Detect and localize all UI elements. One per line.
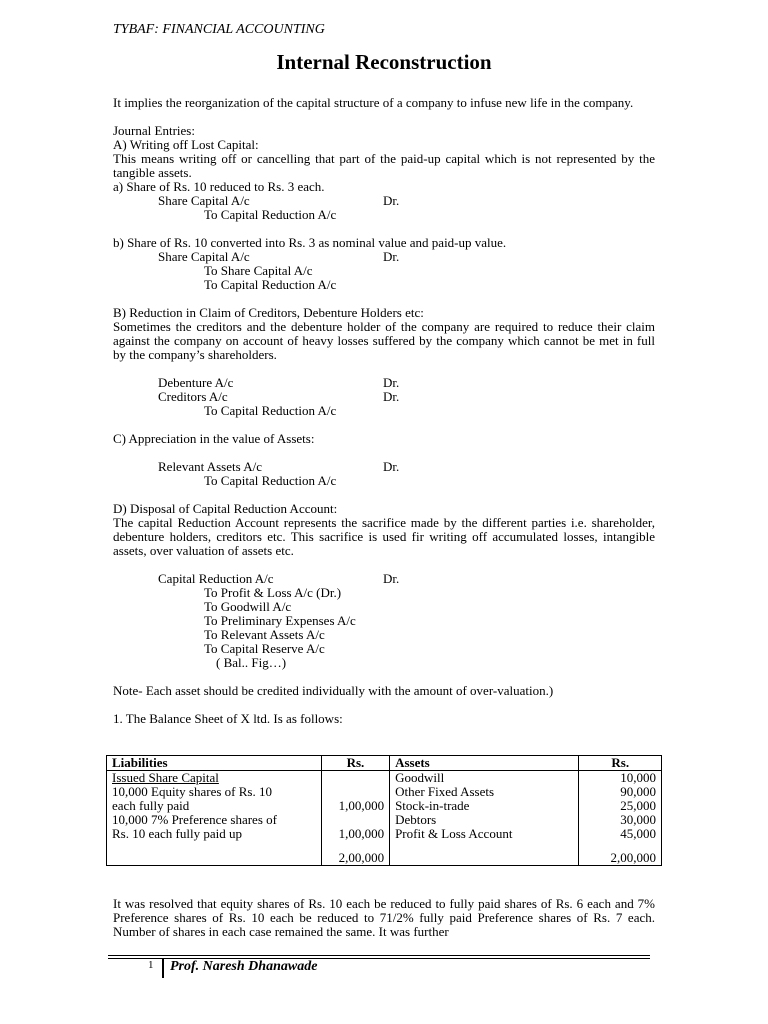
page-title: Internal Reconstruction — [276, 50, 492, 74]
balance-sheet-table — [106, 755, 662, 866]
section-c-heading: C) Appreciation in the value of Assets: — [113, 431, 315, 446]
col-header: Liabilities — [107, 756, 322, 771]
section-a-heading: A) Writing off Lost Capital: — [113, 137, 259, 152]
journal-row: ( Bal.. Fig…) — [216, 655, 287, 670]
journal-row: To Goodwill A/c — [204, 599, 292, 614]
intro-paragraph: It implies the reorganization of the capital structure of a company to infuse new life in the company. — [113, 95, 634, 110]
footer-divider — [162, 958, 164, 978]
section-a-case-a: a) Share of Rs. 10 reduced to Rs. 3 each. — [113, 179, 325, 194]
journal-row: Share Capital A/c Dr. — [158, 193, 400, 208]
table-row: Issued Share Capital Goodwill 10,000 — [107, 771, 662, 786]
section-a-case-b: b) Share of Rs. 10 converted into Rs. 3 as nominal value and paid-up value. — [113, 235, 507, 250]
col-header: Rs. — [321, 756, 389, 771]
table-row: each fully paid 1,00,000 Stock-in-trade 25,000 — [107, 799, 662, 813]
section-a-desc: This means writing off or cancelling that part of the paid-up capital which is not represented by the tangible assets. — [113, 151, 655, 180]
journal-row: To Profit & Loss A/c (Dr.) — [204, 585, 342, 600]
table-row: 10,000 7% Preference shares of Debtors 30,000 — [107, 813, 662, 827]
table-total-row — [107, 851, 662, 866]
journal-row: To Capital Reduction A/c — [204, 277, 337, 292]
running-header: TYBAF: FINANCIAL ACCOUNTING — [113, 22, 325, 37]
document-body — [113, 96, 655, 726]
question-continuation: It was resolved that equity shares of Rs. 10 each be reduced to fully paid shares of Rs. 6 each and 7% Preference shares of Rs. 10 each be reduced to 71/2% fully paid Preference shares of Rs. 7 each. Number of shares in each case remained the same. It was further — [113, 896, 655, 939]
journal-row: Debenture A/c Dr. — [158, 375, 400, 390]
section-d-desc: The capital Reduction Account represents the sacrifice made by the different parties i.e. shareholder, debenture holders, creditors etc. This sacrifice is used fir writing off accumulated losses, intangible assets, over valuation of assets etc. — [113, 515, 655, 558]
journal-row: To Capital Reduction A/c — [204, 403, 337, 418]
journal-row: To Capital Reduction A/c — [204, 473, 337, 488]
question-1: 1. The Balance Sheet of X ltd. Is as follows: — [113, 711, 343, 726]
table-row: Rs. 10 each fully paid up 1,00,000 Profit & Loss Account 45,000 — [107, 827, 662, 841]
table-row: 10,000 Equity shares of Rs. 10 Other Fixed Assets 90,000 — [107, 785, 662, 799]
note-paragraph: Note- Each asset should be credited individually with the amount of over-valuation.) — [113, 683, 554, 698]
section-b-heading: B) Reduction in Claim of Creditors, Debenture Holders etc: — [113, 305, 424, 320]
page-number: 1 — [148, 959, 154, 971]
section-b-desc: Sometimes the creditors and the debenture holder of the company are required to reduce their claim against the company on account of heavy losses suffered by the company which cannot be met in full by the company’s shareholders. — [113, 319, 655, 362]
journal-row: Relevant Assets A/c Dr. — [158, 459, 400, 474]
total-assets: 2,00,000 — [579, 851, 662, 866]
footer-rule — [108, 955, 650, 956]
journal-row: Creditors A/c Dr. — [158, 389, 400, 404]
journal-row: To Capital Reserve A/c — [204, 641, 325, 656]
journal-row: Share Capital A/c Dr. — [158, 249, 400, 264]
col-header: Assets — [390, 756, 579, 771]
footer-author: Prof. Naresh Dhanawade — [170, 959, 318, 974]
journal-entries-label: Journal Entries: — [113, 123, 195, 138]
table-header-row — [107, 756, 662, 771]
journal-row: To Relevant Assets A/c — [204, 627, 325, 642]
journal-row: To Capital Reduction A/c — [204, 207, 337, 222]
journal-row: To Preliminary Expenses A/c — [204, 613, 356, 628]
journal-row: To Share Capital A/c — [204, 263, 313, 278]
journal-row: Capital Reduction A/c Dr. — [158, 571, 400, 586]
col-header: Rs. — [579, 756, 662, 771]
section-d-heading: D) Disposal of Capital Reduction Account: — [113, 501, 338, 516]
table-spacer-row — [107, 841, 662, 851]
total-liabilities: 2,00,000 — [321, 851, 389, 866]
